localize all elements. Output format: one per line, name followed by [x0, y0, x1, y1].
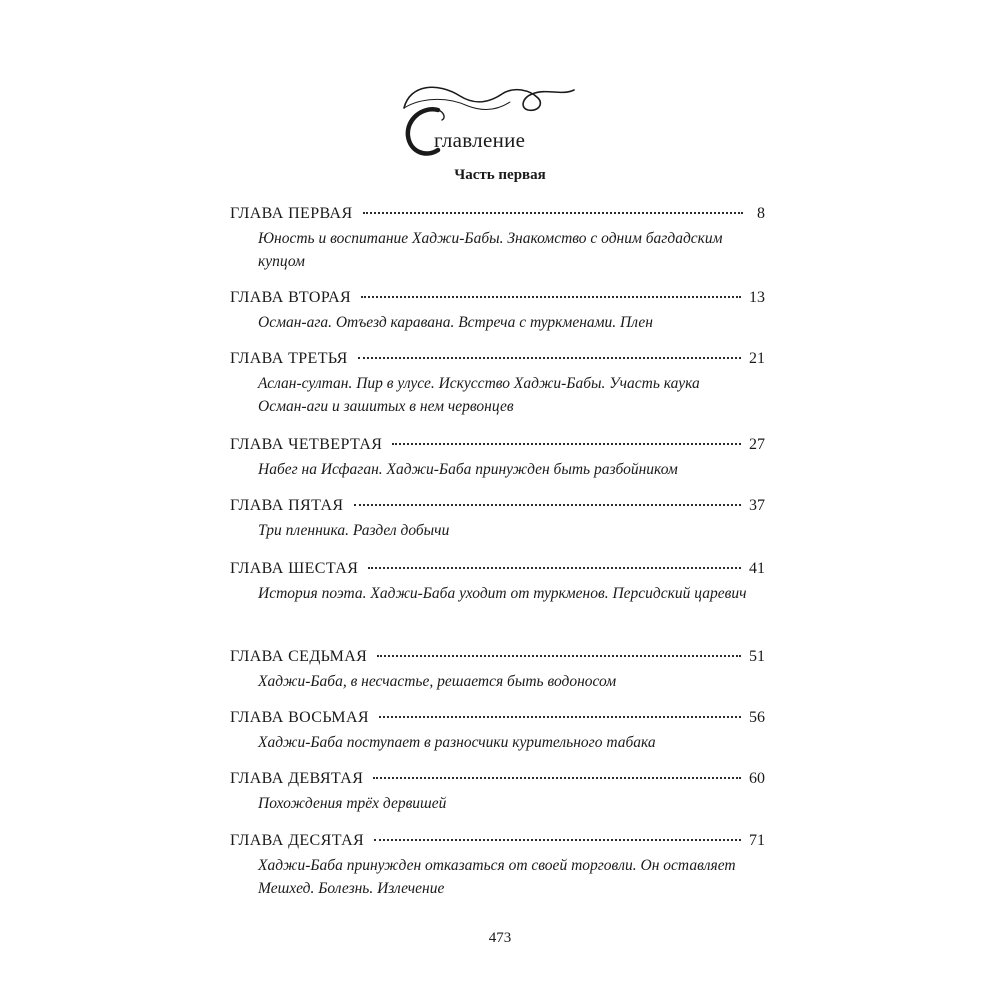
toc-entry-10[interactable]	[230, 832, 765, 900]
dot-leader	[374, 839, 741, 841]
chapter-summary: Хаджи-Баба поступает в разносчики курительного табака	[258, 734, 656, 751]
dot-leader	[392, 443, 741, 445]
chapter-page-number: 71	[749, 832, 765, 849]
toc-entry-2[interactable]	[230, 289, 765, 334]
chapter-title: ГЛАВА ШЕСТАЯ	[230, 560, 359, 577]
dot-leader	[354, 504, 741, 506]
dot-leader	[361, 296, 741, 298]
chapter-summary: Аслан-султан. Пир в улусе. Искусство Хаджи-Бабы. Участь каука Осман-аги и зашитых в нем червонцев	[258, 375, 700, 415]
chapter-title: ГЛАВА ПЕРВАЯ	[230, 205, 353, 222]
chapter-summary: Хаджи-Баба, в несчастье, решается быть водоносом	[258, 673, 617, 690]
chapter-summary: Юность и воспитание Хаджи-Бабы. Знакомство с одним багдадским купцом	[258, 230, 723, 270]
chapter-page-number: 37	[749, 497, 765, 514]
dot-leader	[373, 777, 741, 779]
chapter-summary: Хаджи-Баба принужден отказаться от своей торговли. Он оставляет Мешхед. Болезнь. Излечение	[258, 857, 736, 897]
chapter-summary: Набег на Исфаган. Хаджи-Баба принужден быть разбойником	[258, 461, 678, 478]
chapter-page-number: 13	[749, 289, 765, 306]
dot-leader	[377, 655, 741, 657]
chapter-page-number: 21	[749, 350, 765, 367]
contents-heading	[400, 108, 620, 168]
toc-entry-1[interactable]	[230, 205, 765, 273]
dot-leader	[363, 212, 743, 214]
chapter-title: ГЛАВА ТРЕТЬЯ	[230, 350, 348, 367]
chapter-title: ГЛАВА СЕДЬМАЯ	[230, 648, 368, 665]
chapter-page-number: 27	[749, 436, 765, 453]
chapter-summary: Похождения трёх дервишей	[258, 795, 447, 812]
chapter-title: ГЛАВА ЧЕТВЕРТАЯ	[230, 436, 383, 453]
chapter-page-number: 60	[749, 770, 765, 787]
chapter-title: ГЛАВА ВТОРАЯ	[230, 289, 352, 306]
toc-entry-3[interactable]	[230, 350, 765, 418]
chapter-title: ГЛАВА ДЕВЯТАЯ	[230, 770, 364, 787]
dot-leader	[358, 357, 741, 359]
chapter-summary: История поэта. Хаджи-Баба уходит от туркменов. Персидский царевич	[258, 585, 747, 602]
page-number: 473	[488, 930, 512, 946]
toc-entry-5[interactable]	[230, 497, 765, 542]
chapter-title: ГЛАВА ПЯТАЯ	[230, 497, 344, 514]
chapter-page-number: 56	[749, 709, 765, 726]
toc-entry-9[interactable]	[230, 770, 765, 815]
toc-entry-6[interactable]	[230, 560, 765, 605]
chapter-title: ГЛАВА ВОСЬМАЯ	[230, 709, 369, 726]
chapter-summary: Три пленника. Раздел добычи	[258, 522, 450, 539]
chapter-page-number: 51	[749, 648, 765, 665]
chapter-page-number: 8	[757, 205, 765, 222]
dot-leader	[368, 567, 741, 569]
toc-entry-4[interactable]	[230, 436, 765, 481]
dot-leader	[379, 716, 741, 718]
toc-entry-8[interactable]	[230, 709, 765, 754]
contents-heading-text: главление	[434, 128, 526, 152]
chapter-page-number: 41	[749, 560, 765, 577]
toc-entry-7[interactable]	[230, 648, 765, 693]
chapter-summary: Осман-ага. Отъезд каравана. Встреча с туркменами. Плен	[258, 314, 653, 331]
part-title: Часть первая	[454, 167, 546, 183]
chapter-title: ГЛАВА ДЕСЯТАЯ	[230, 832, 365, 849]
